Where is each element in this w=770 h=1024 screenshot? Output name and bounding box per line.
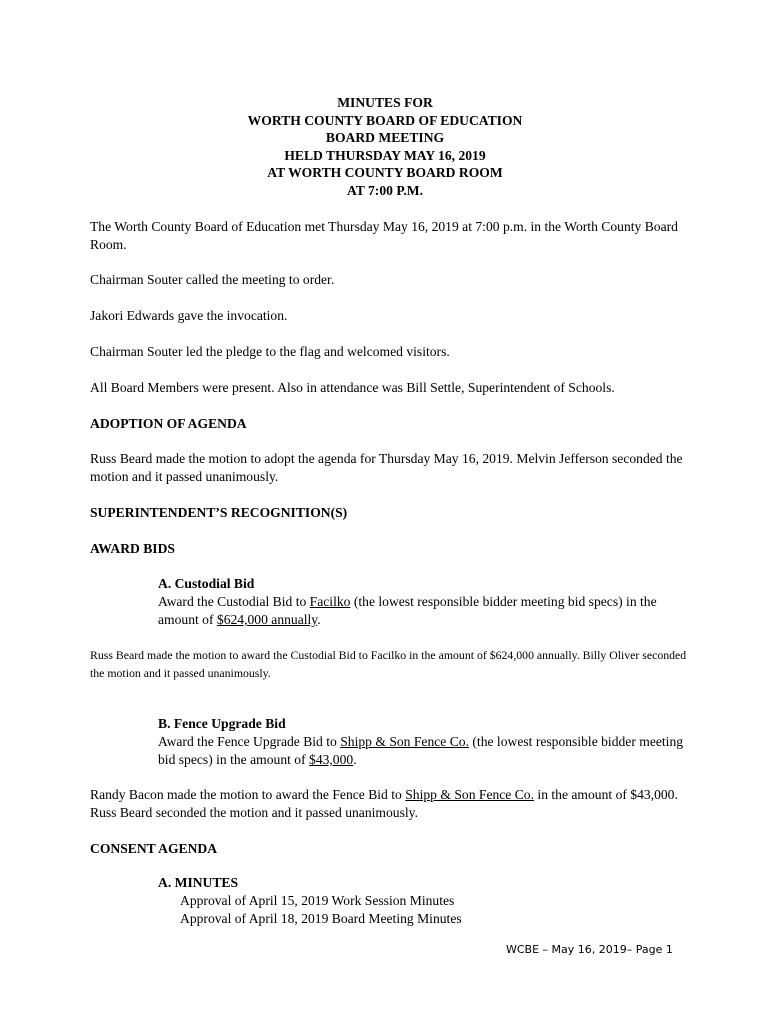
title-line-5: AT WORTH COUNTY BOARD ROOM	[267, 165, 503, 181]
fence-amount: $43,000	[309, 752, 354, 767]
intro-paragraph-2: Chairman Souter called the meeting to order.	[90, 272, 335, 287]
custodial-text-a: Award the Custodial Bid to	[158, 594, 310, 609]
title-line-3: BOARD MEETING	[325, 130, 445, 146]
consent-heading: CONSENT AGENDA	[90, 841, 218, 856]
title-line-6: AT 7:00 P.M.	[346, 182, 424, 198]
adoption-text: Russ Beard made the motion to adopt the agenda for Thursday May 16, 2019. Melvin Jefferson seconded the motion and it passed unanimously.	[90, 451, 683, 484]
intro-paragraph-5: All Board Members were present. Also in attendance was Bill Settle, Superintendent of Schools.	[90, 380, 615, 395]
fence-bid-title: B. Fence Upgrade Bid	[158, 716, 286, 731]
custodial-text-b: (the lowest responsible bidder meeting bid specs) in the amount of	[158, 594, 657, 627]
page-footer: WCBE – May 16, 2019– Page 1	[506, 943, 673, 956]
fence-motion-vendor: Shipp & Son Fence Co.	[405, 787, 535, 802]
consent-minutes-line-2: Approval of April 18, 2019 Board Meeting Minutes	[180, 911, 462, 926]
recognition-heading: SUPERINTENDENT’S RECOGNITION(S)	[90, 505, 348, 520]
fence-motion-a: Randy Bacon made the motion to award the Fence Bid to	[90, 787, 406, 802]
custodial-vendor: Facilko	[309, 594, 351, 609]
consent-minutes-item	[158, 874, 698, 928]
custodial-bid-title: A. Custodial Bid	[158, 576, 255, 591]
fence-text-b: (the lowest responsible bidder meeting bid specs) in the amount of	[158, 734, 684, 767]
fence-motion-b: in the amount of $43,000. Russ Beard seconded the motion and it passed unanimously.	[90, 787, 678, 820]
custodial-bid-item	[158, 575, 698, 629]
title-line-2: WORTH COUNTY BOARD OF EDUCATION	[247, 112, 523, 128]
fence-motion	[90, 786, 690, 822]
fence-text-a: Award the Fence Upgrade Bid to	[158, 734, 341, 749]
custodial-bid-text	[158, 593, 698, 629]
fence-vendor: Shipp & Son Fence Co.	[340, 734, 469, 749]
award-bids-heading: AWARD BIDS	[90, 541, 175, 556]
fence-bid-text	[158, 733, 698, 769]
fence-text-c: .	[353, 752, 357, 767]
title-line-1: MINUTES FOR	[337, 95, 433, 110]
intro-paragraph-3: Jakori Edwards gave the invocation.	[90, 308, 288, 323]
title-line-4: HELD THURSDAY MAY 16, 2019	[284, 147, 486, 163]
custodial-amount: $624,000 annually	[216, 612, 318, 627]
consent-minutes-title: A. MINUTES	[158, 875, 239, 890]
intro-paragraph-1: The Worth County Board of Education met Thursday May 16, 2019 at 7:00 p.m. in the Worth County Board Room.	[90, 219, 678, 252]
adoption-heading: ADOPTION OF AGENDA	[90, 416, 247, 431]
custodial-motion: Russ Beard made the motion to award the Custodial Bid to Facilko in the amount of $624,000 annually. Billy Oliver seconded the motion and it passed unanimously.	[90, 648, 687, 680]
intro-paragraph-4: Chairman Souter led the pledge to the flag and welcomed visitors.	[90, 344, 450, 359]
custodial-text-c: .	[317, 612, 321, 627]
consent-minutes-line-1: Approval of April 15, 2019 Work Session Minutes	[180, 893, 455, 908]
minutes-title	[0, 94, 770, 200]
fence-bid-item	[158, 715, 698, 769]
